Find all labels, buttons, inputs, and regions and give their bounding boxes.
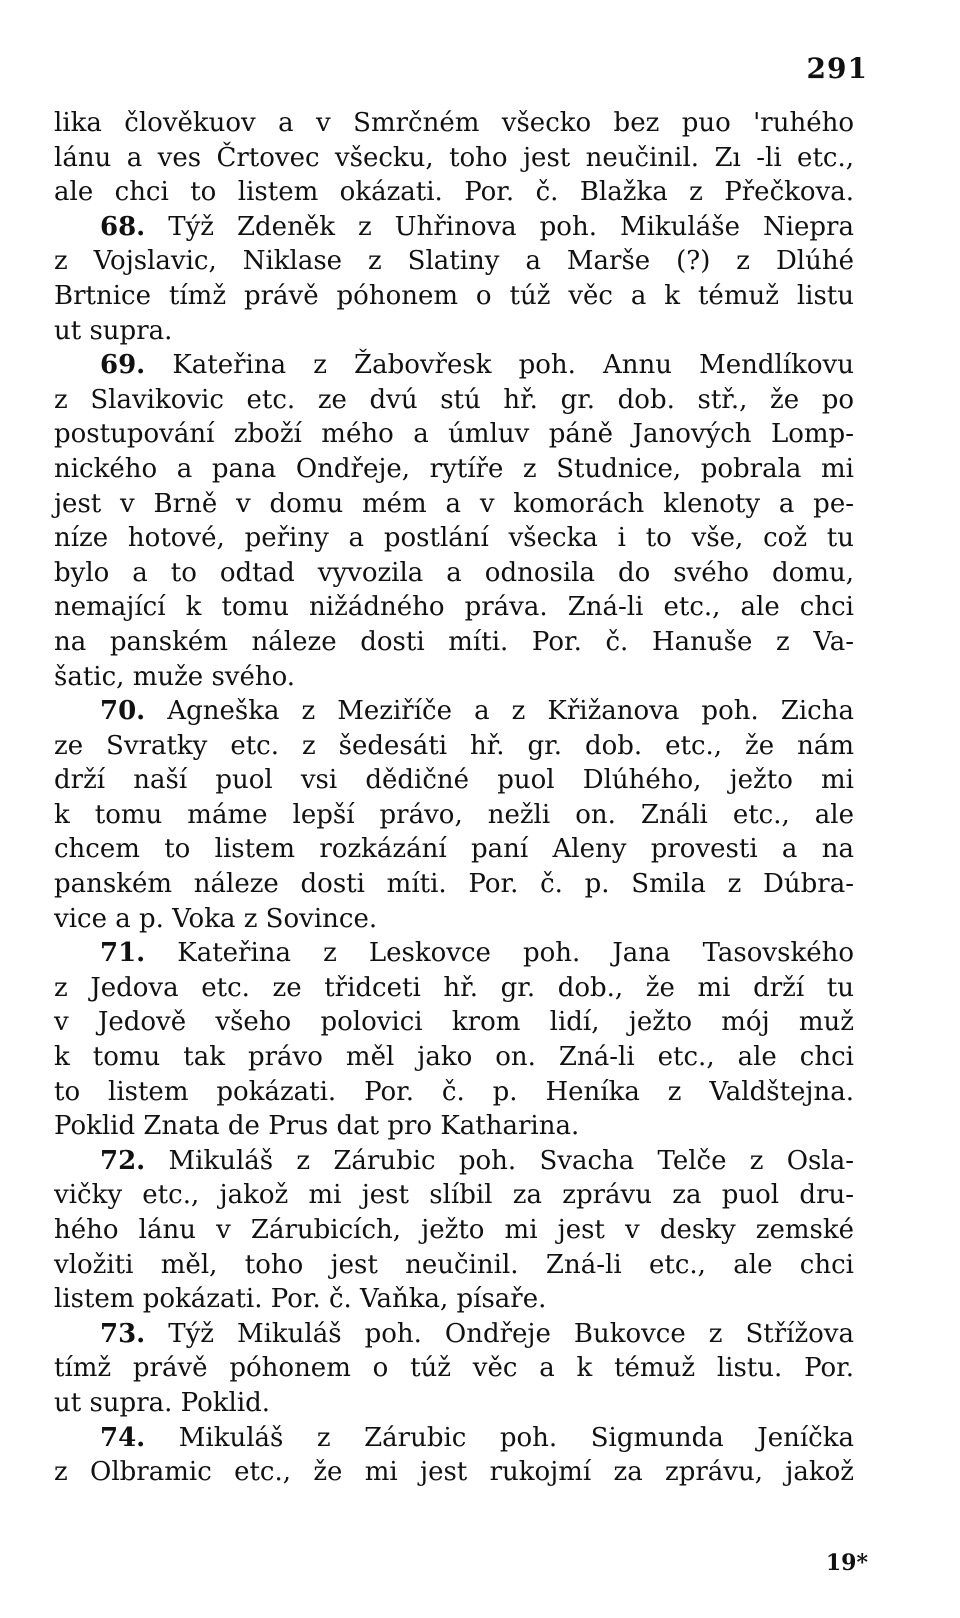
line-text: Poklid Znata de Prus dat pro Katharina.	[54, 1111, 580, 1142]
text-line	[54, 383, 854, 418]
text-line	[54, 798, 854, 833]
text-line	[54, 314, 854, 349]
text-line	[54, 521, 854, 556]
line-text: Brtnice tímž právě póhonem o túž věc a k témuž listu	[54, 280, 854, 311]
line-text: Kateřina z Žabovřesk poh. Annu Mendlíkovu	[145, 350, 854, 381]
page-number: 291	[806, 52, 868, 85]
line-text: panském náleze dosti míti. Por. č. p. Smila z Dúbra-	[54, 869, 854, 900]
text-line	[54, 487, 854, 522]
line-text: lánu a ves Črtovec všecku, toho jest neučinil. Zı -li etc.,	[54, 142, 854, 173]
line-text: postupování zboží mého a úmluv páně Janových Lomp-	[54, 419, 854, 450]
text-line	[54, 1317, 854, 1352]
text-line	[54, 1282, 854, 1317]
entry-number: 74.	[100, 1422, 146, 1453]
text-line	[54, 210, 854, 245]
line-text: na panském náleze dosti míti. Por. č. Hanuše z Va-	[54, 626, 854, 657]
text-line	[54, 971, 854, 1006]
line-text: Týž Zdeněk z Uhřinova poh. Mikuláše Niepra	[145, 211, 854, 242]
line-text: Mikuláš z Zárubic poh. Sigmunda Jeníčka	[145, 1422, 854, 1453]
text-line	[54, 175, 854, 210]
line-text: to listem pokázati. Por. č. p. Heníka z Valdštejna.	[54, 1076, 854, 1107]
line-text: ut supra. Poklid.	[54, 1387, 271, 1418]
line-text: hého lánu v Zárubicích, ježto mi jest v desky zemské	[54, 1215, 854, 1245]
text-line	[54, 1040, 854, 1075]
text-line	[54, 1213, 854, 1248]
line-text: jest v Brně v domu mém a v komorách klenoty a pe-	[54, 488, 854, 519]
text-line	[54, 1455, 854, 1490]
line-text: Mikuláš z Zárubic poh. Svacha Telče z Osla-	[145, 1145, 854, 1176]
text-line	[54, 1075, 854, 1110]
text-line	[54, 452, 854, 487]
entry-number: 73.	[100, 1318, 146, 1349]
text-line	[54, 867, 854, 902]
text-line	[54, 902, 854, 937]
line-text: vičky etc., jakož mi jest slíbil za zprávu za puol dru-	[54, 1180, 854, 1211]
line-text: Agneška z Meziříče a z Křižanova poh. Zicha	[145, 696, 854, 727]
line-text: Kateřina z Leskovce poh. Jana Tasovského	[145, 938, 854, 969]
text-line	[54, 556, 854, 591]
text-line	[54, 1386, 854, 1421]
line-text: v Jedově všeho polovici krom lidí, ježto mój muž	[54, 1007, 854, 1038]
line-text: chcem to listem rozkázání paní Aleny provesti a na	[54, 834, 854, 865]
line-text: bylo a to odtad vyvozila a odnosila do svého domu,	[54, 557, 854, 588]
line-text: Týž Mikuláš poh. Ondřeje Bukovce z Střížova	[145, 1318, 854, 1349]
signature-mark: 19*	[825, 1550, 868, 1576]
entry-number: 71.	[100, 938, 146, 969]
line-text: nemající k tomu nižádného práva. Zná-li etc., ale chci	[54, 592, 854, 623]
text-line	[54, 141, 854, 176]
text-line	[54, 1248, 854, 1283]
text-line	[54, 417, 854, 452]
text-line	[54, 625, 854, 660]
text-line	[54, 1109, 854, 1144]
line-text: k tomu máme lepší právo, nežli on. Ználi etc., ale	[54, 799, 854, 830]
entry-number: 69.	[100, 350, 146, 381]
line-text: tímž právě póhonem o túž věc a k témuž listu. Por.	[54, 1353, 854, 1384]
line-text: z Jedova etc. ze třidceti hř. gr. dob., že mi drží tu	[54, 972, 854, 1003]
text-line	[54, 729, 854, 764]
text-line	[54, 832, 854, 867]
text-line	[54, 694, 854, 729]
line-text: ale chci to listem okázati. Por. č. Blažka z Přečkova.	[54, 177, 854, 208]
text-line	[54, 106, 854, 141]
line-text: níze hotové, peřiny a postlání všecka i to vše, což tu	[54, 523, 854, 554]
body-text	[54, 106, 854, 1490]
text-line	[54, 1144, 854, 1179]
text-line	[54, 1005, 854, 1040]
line-text: z Slavikovic etc. ze dvú stú hř. gr. dob. stř., že po	[54, 384, 854, 415]
text-line	[54, 1421, 854, 1456]
entry-number: 72.	[100, 1145, 146, 1176]
line-text: drží naší puol vsi dědičné puol Dlúhého, ježto mi	[54, 765, 854, 796]
line-text: vložiti měl, toho jest neučinil. Zná-li etc., ale chci	[54, 1249, 854, 1280]
text-line	[54, 279, 854, 314]
line-text: nického a pana Ondřeje, rytíře z Studnice, pobrala mi	[54, 453, 854, 484]
line-text: listem pokázati. Por. č. Vaňka, písaře.	[54, 1284, 547, 1315]
text-line	[54, 763, 854, 798]
text-line	[54, 1351, 854, 1386]
line-text: z Olbramic etc., že mi jest rukojmí za zprávu, jakož	[54, 1457, 854, 1488]
line-text: vice a p. Voka z Sovince.	[54, 903, 378, 934]
text-line	[54, 660, 854, 695]
line-text: ut supra.	[54, 315, 173, 346]
line-text: ze Svratky etc. z šedesáti hř. gr. dob. etc., že nám	[54, 730, 854, 761]
entry-number: 68.	[100, 211, 146, 242]
text-line	[54, 1178, 854, 1213]
text-line	[54, 590, 854, 625]
text-line	[54, 348, 854, 383]
text-line	[54, 244, 854, 279]
line-text: šatic, muže svého.	[54, 661, 296, 692]
entry-number: 70.	[100, 696, 146, 727]
text-line	[54, 936, 854, 971]
line-text: lika člověkuov a v Smrčném všecko bez puo 'ruhého	[54, 108, 854, 138]
line-text: k tomu tak právo měl jako on. Zná-li etc., ale chci	[54, 1042, 854, 1073]
line-text: z Vojslavic, Niklase z Slatiny a Marše (?) z Dlúhé	[54, 246, 854, 277]
